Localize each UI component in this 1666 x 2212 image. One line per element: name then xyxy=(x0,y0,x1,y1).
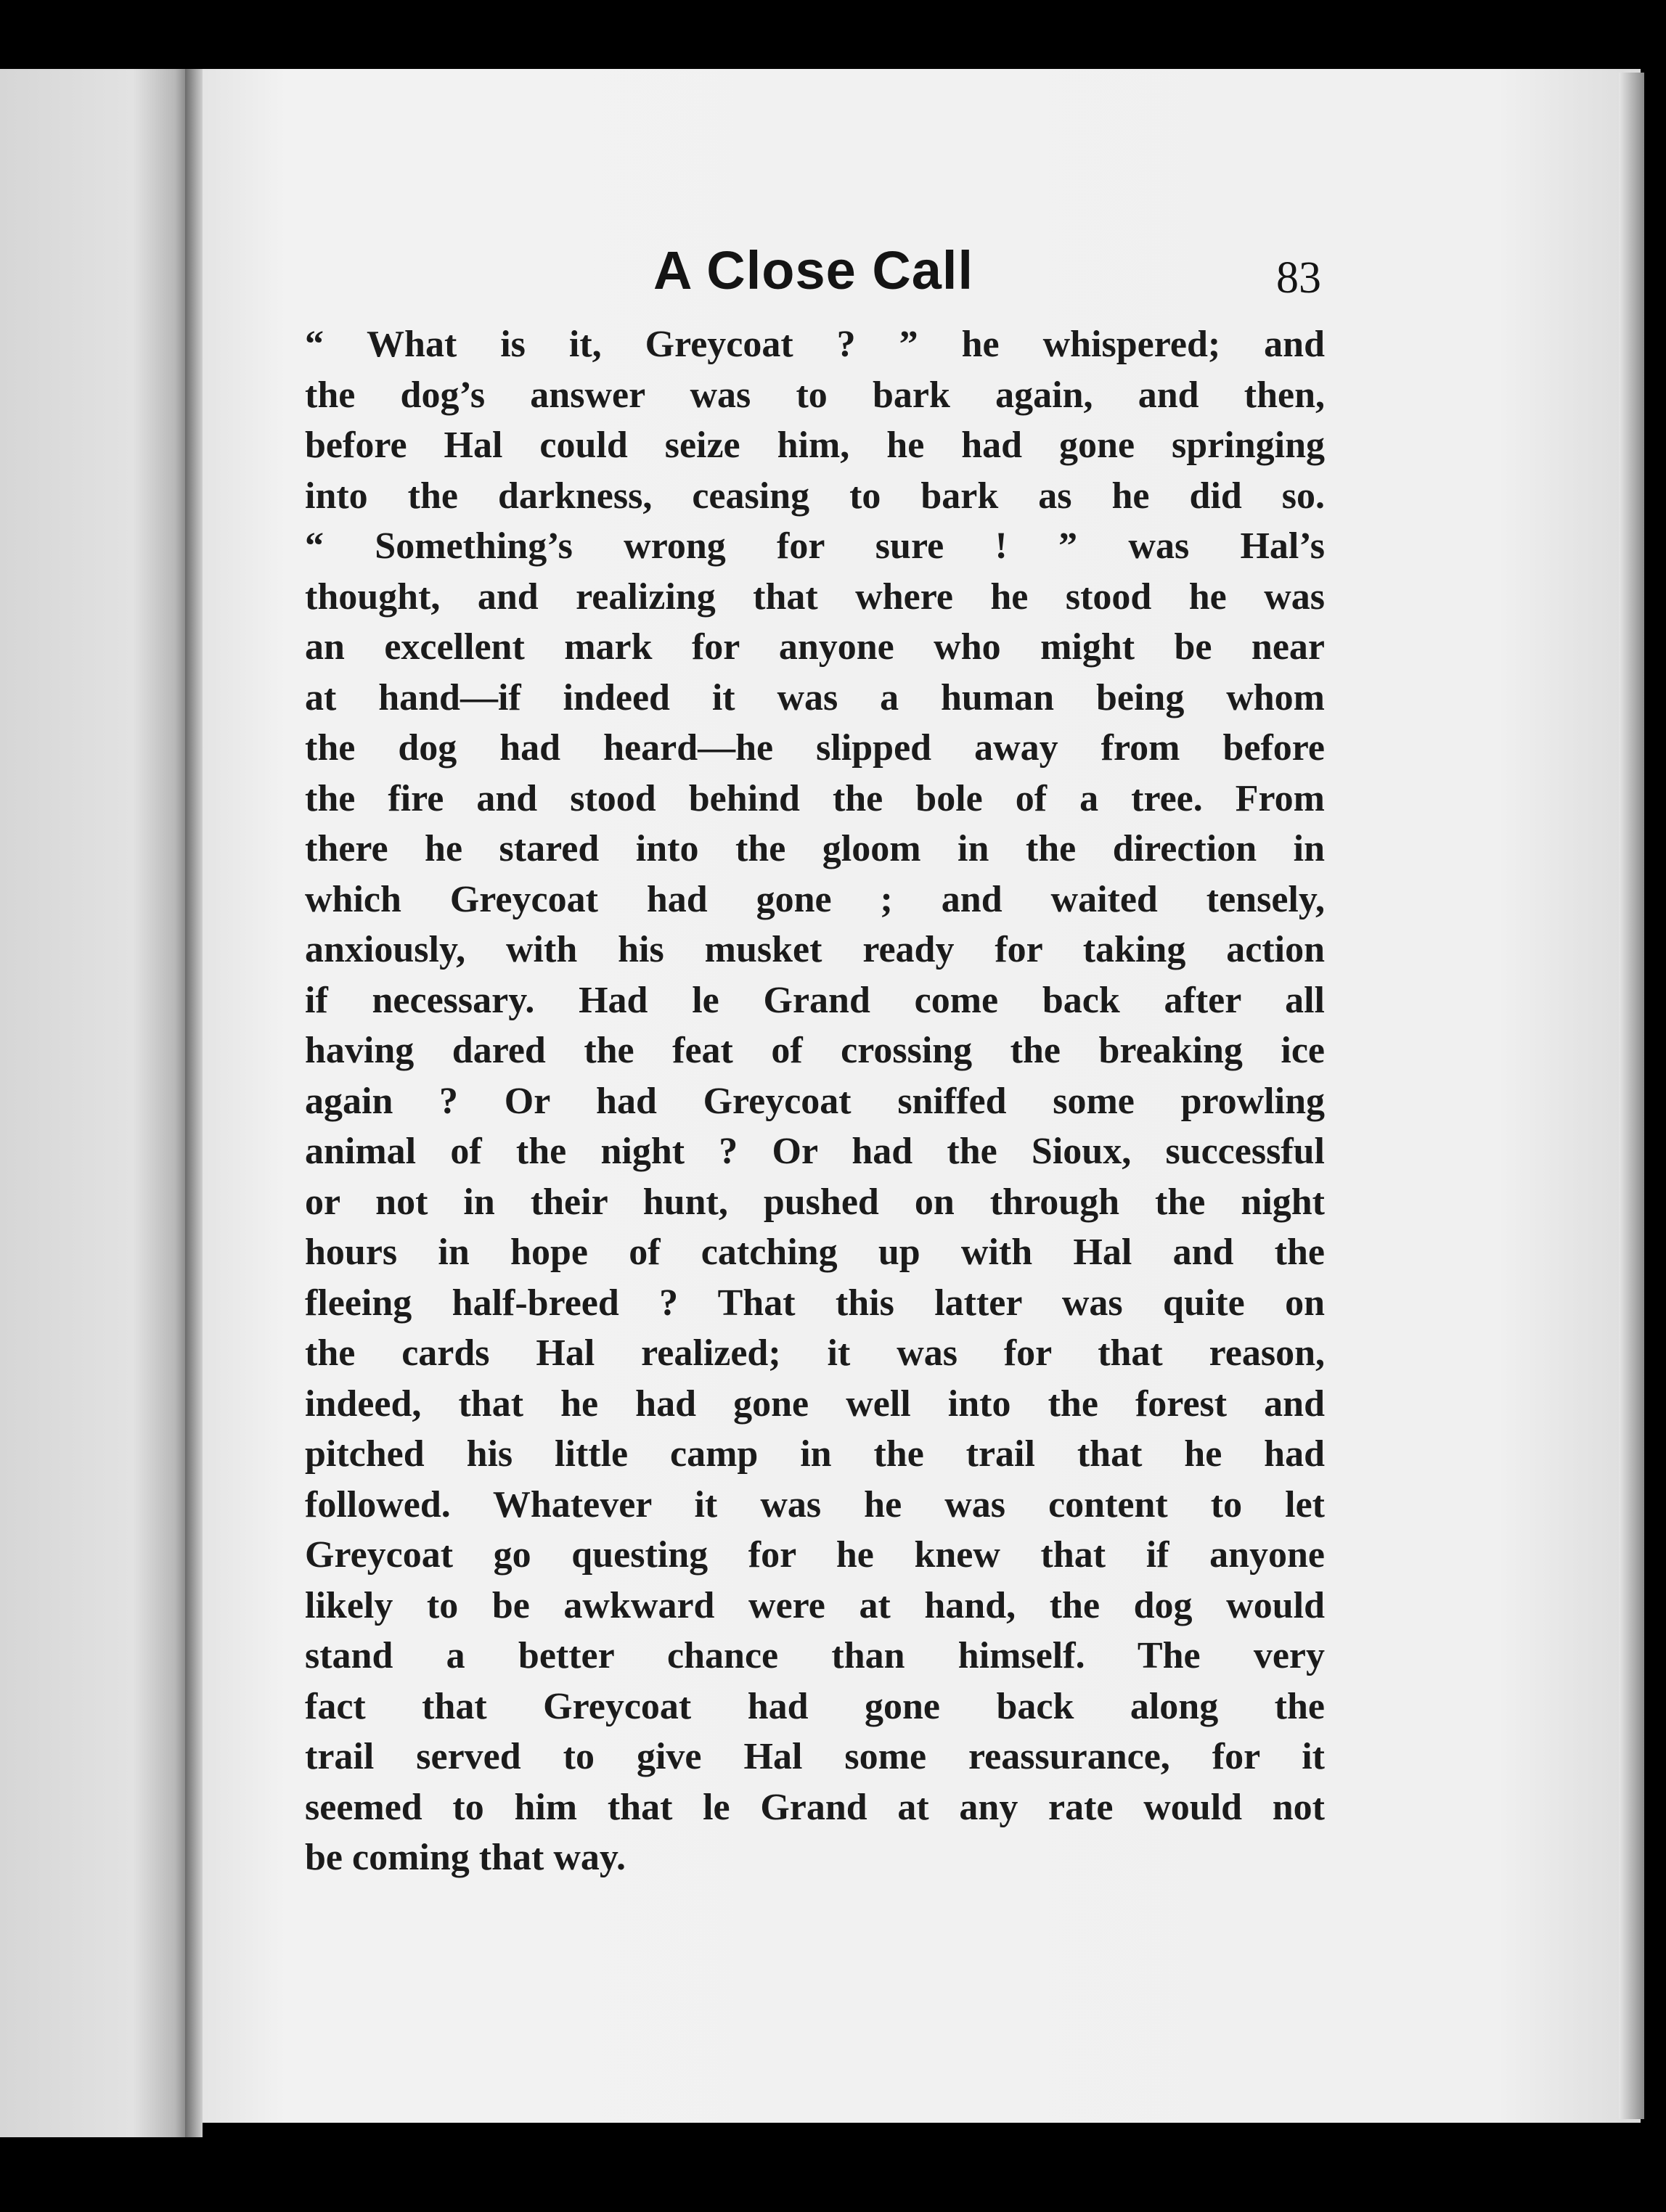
text-line: likely to be awkward were at hand, the dog would xyxy=(305,1584,1325,1626)
text-line: the dog’s answer was to bark again, and then, xyxy=(305,374,1325,416)
text-line: anxiously, with his musket ready for taking action xyxy=(305,929,1325,970)
text-line: or not in their hunt, pushed on through the night xyxy=(305,1181,1325,1223)
text-line: fact that Greycoat had gone back along the xyxy=(305,1685,1325,1727)
left-page-edge xyxy=(0,69,190,2137)
running-title: A Close Call xyxy=(653,240,974,300)
text-line: there he stared into the gloom in the direction in xyxy=(305,828,1325,869)
text-line: thought, and realizing that where he stood he was xyxy=(305,575,1325,618)
text-line: which Greycoat had gone ; and waited tensely, xyxy=(305,878,1325,920)
text-line: fleeing half-breed ? That this latter was quite on xyxy=(305,1282,1325,1324)
text-line: trail served to give Hal some reassurance, for it xyxy=(305,1736,1325,1777)
text-line: having dared the feat of crossing the breaking ice xyxy=(305,1030,1325,1071)
text-line: an excellent mark for anyone who might be near xyxy=(305,626,1325,668)
text-line: into the darkness, ceasing to bark as he did so. xyxy=(305,475,1325,517)
text-line: hours in hope of catching up with Hal and the xyxy=(305,1232,1325,1273)
text-line: “ What is it, Greycoat ? ” he whispered; and xyxy=(305,324,1325,365)
text-line: before Hal could seize him, he had gone springing xyxy=(305,425,1325,466)
text-line: if necessary. Had le Grand come back after all xyxy=(305,979,1325,1021)
text-line: at hand—if indeed it was a human being whom xyxy=(305,676,1325,718)
book-gutter xyxy=(185,69,203,2137)
page-header xyxy=(646,239,1328,319)
body-text xyxy=(305,319,1325,1883)
text-line: the dog had heard—he slipped away from before xyxy=(305,727,1325,769)
text-line: indeed, that he had gone well into the forest and xyxy=(305,1382,1325,1425)
text-line: the fire and stood behind the bole of a tree. From xyxy=(305,777,1325,819)
text-line: the cards Hal realized; it was for that reason, xyxy=(305,1332,1325,1374)
text-line: pitched his little camp in the trail that he had xyxy=(305,1433,1325,1475)
text-line: “ Something’s wrong for sure ! ” was Hal’s xyxy=(305,525,1325,567)
text-line: again ? Or had Greycoat sniffed some prowling xyxy=(305,1080,1325,1122)
page-number: 83 xyxy=(1276,253,1321,303)
text-line: Greycoat go questing for he knew that if anyone xyxy=(305,1534,1325,1576)
text-line: followed. Whatever it was he was content to let xyxy=(305,1483,1325,1525)
text-line: stand a better chance than himself. The very xyxy=(305,1635,1325,1676)
right-page-edge xyxy=(1619,73,1644,2119)
text-line: animal of the night ? Or had the Sioux, successful xyxy=(305,1131,1325,1172)
text-line: be coming that way. xyxy=(305,1837,626,1878)
text-line: seemed to him that le Grand at any rate would not xyxy=(305,1786,1325,1828)
